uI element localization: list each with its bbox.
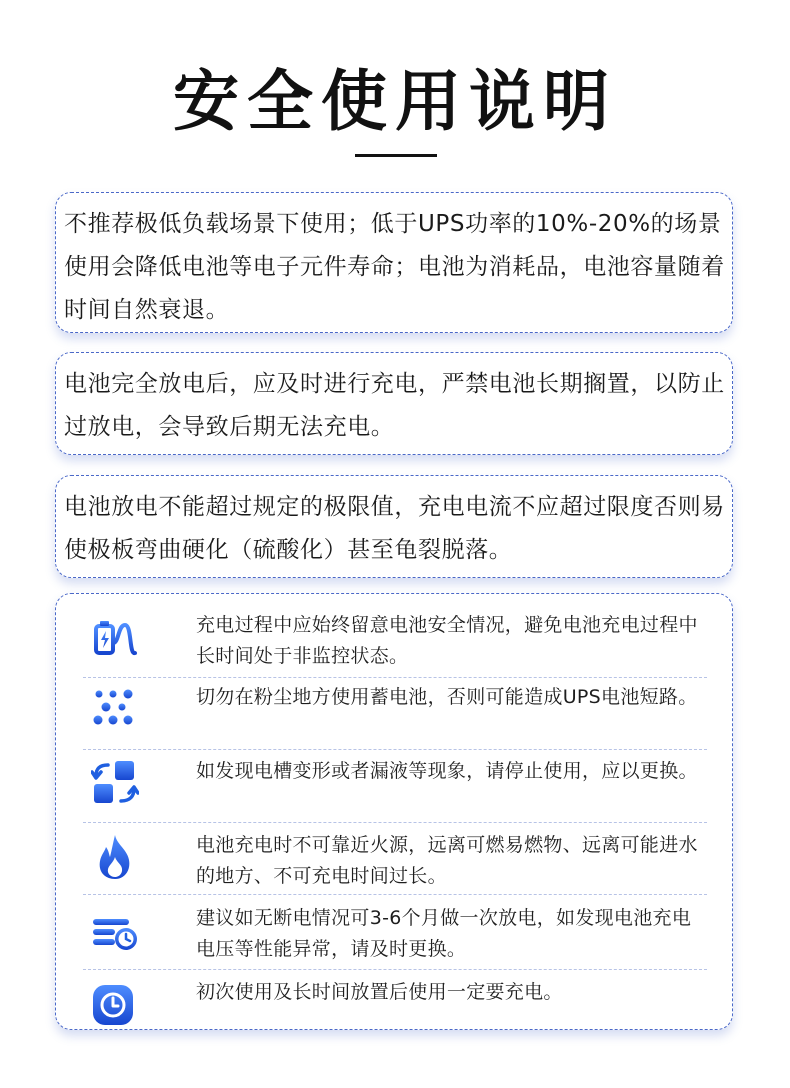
tips-card — [55, 593, 733, 1030]
tip-row — [83, 598, 707, 670]
clock-icon — [91, 981, 139, 1029]
tip-text: 充电过程中应始终留意电池安全情况，避免电池充电过程中长时间处于非监控状态。 — [196, 614, 698, 667]
tip-row — [83, 966, 707, 1038]
tip-row — [83, 744, 707, 816]
notice-text: 电池放电不能超过规定的极限值，充电电流不应超过限度否则易使极板弯曲硬化（硫酸化）甚至龟裂脱落。 — [64, 494, 725, 563]
schedule-clock-icon — [91, 906, 139, 954]
tip-text: 如发现电槽变形或者漏液等现象，请停止使用，应以更换。 — [196, 760, 698, 782]
notice-card-low-load — [55, 192, 733, 333]
tip-text: 建议如无断电情况可3-6个月做一次放电，如发现电池充电电压等性能异常，请及时更换。 — [196, 907, 692, 960]
tip-text: 初次使用及长时间放置后使用一定要充电。 — [196, 981, 563, 1003]
title-underline — [355, 154, 437, 157]
tip-text: 电池充电时不可靠近火源，远离可燃易燃物、远离可能进水的地方、不可充电时间过长。 — [196, 834, 698, 887]
swap-blocks-icon — [91, 759, 139, 807]
flame-icon — [91, 833, 139, 881]
page-title: 安全使用说明 — [173, 63, 617, 140]
battery-plug-icon — [91, 613, 139, 661]
tip-text: 切勿在粉尘地方使用蓄电池，否则可能造成UPS电池短路。 — [196, 686, 698, 708]
tip-row — [83, 818, 707, 890]
notice-text: 不推荐极低负载场景下使用；低于UPS功率的10%-20%的场景使用会降低电池等电子元件寿命；电池为消耗品，电池容量随着时间自然衰退。 — [64, 211, 725, 323]
tip-row — [83, 891, 707, 963]
notice-text: 电池完全放电后，应及时进行充电，严禁电池长期搁置，以防止过放电，会导致后期无法充电。 — [64, 371, 725, 440]
tip-row — [83, 670, 707, 742]
notice-card-recharge — [55, 352, 733, 455]
dust-dots-icon — [91, 685, 139, 733]
notice-card-discharge-limit — [55, 475, 733, 578]
